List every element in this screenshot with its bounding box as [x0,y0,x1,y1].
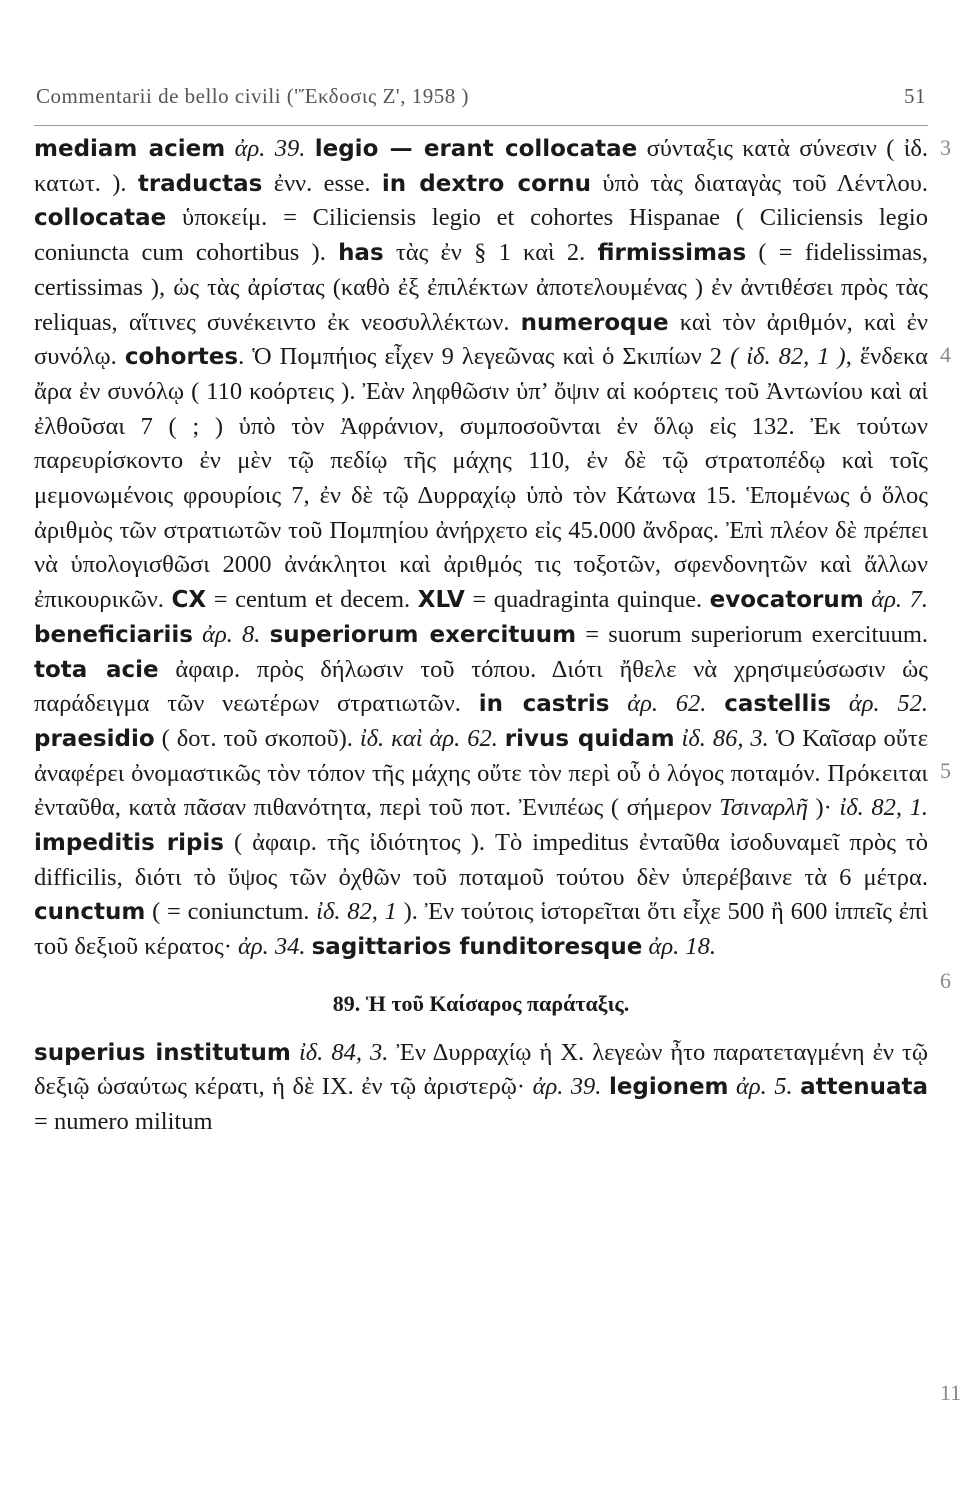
lemma: numeroque [520,309,669,336]
lemma: beneficiariis [34,621,193,648]
margin-line-number: 3 [940,135,951,160]
lemma: in dextro cornu [381,170,592,197]
commentary-text: σύνταξις κατὰ σύνεσιν ( ἰδ. κατωτ. ). [34,135,929,197]
commentary-text: ( δοτ. τοῦ σκοποῦ). [154,724,360,752]
lemma: firmissimas [597,240,747,267]
lemma: collocatae [34,205,167,232]
commentary-text [729,1073,737,1100]
commentary-text: )· [807,794,840,822]
commentary-text: ὑπὸ τὰς διαταγὰς τοῦ Λέντλου. [591,169,928,197]
page-number: 51 [904,84,926,108]
lemma: sagittarios funditoresque [311,934,643,961]
running-title: Commentarii de bello civili ('Ἔκδοσις Ζ', 1958 ) [36,84,469,108]
commentary-text [793,1073,801,1100]
reference: ἀρ. 8. [202,620,261,648]
reference: Τσιναρλῆ [719,794,808,822]
commentary-text: ἐνν. esse. [262,169,382,197]
commentary-text [291,1039,299,1066]
commentary-text: τὰς ἐν § 1 καὶ 2. [383,239,598,267]
reference: ἰδ. 84, 3. [298,1038,389,1066]
reference: ἀρ. 39. [234,135,306,162]
commentary-text: = centum et decem. [206,586,418,614]
lemma: CX [171,587,207,614]
header-rule [34,125,928,126]
margin-line-number: 5 [940,758,951,783]
lemma: rivus quidam [504,725,675,752]
commentary-text [225,135,234,162]
commentary-text [706,690,724,717]
reference: ( ἰδ. 82, 1 ) [730,343,846,371]
reference: ἀρ. 18. [648,933,716,961]
lemma: cohortes [124,344,239,371]
reference: ἰδ. 86, 3. [681,724,769,752]
lemma: superius institutum [34,1039,291,1066]
commentary-text: Ὁ Καῖσαρ οὔτε ἀναφέρει ὀνομαστικῶς τὸν τόπον τῆς μάχης οὔτε τὸν περὶ οὗ ὁ λόγος ποταμόν. Πρόκειται ἐνταῦθα, κατὰ πᾶσαν πιθανότητα, περὶ τοῦ ποτ. Ἐνιπέως ( σήμερον [34,724,929,822]
commentary-body [34,132,928,1140]
reference: ἰδ. καὶ ἀρ. 62. [359,724,498,752]
commentary-paragraph [34,132,928,965]
running-head [36,84,926,109]
commentary-text [193,621,202,648]
commentary-text: Ἐν Δυρραχίῳ ἡ X. λεγεὼν ἦτο παρατεταγμένη ἐν τῷ δεξιῷ ὡσαύτως κέρατι, ἡ δὲ IX. ἐν τῷ ἀριστερῷ· [34,1038,929,1101]
commentary-text: ὑποκείμ. = Ciliciensis legio et cohortes Hispanae ( Ciliciensis legio coniuncta cum cohortibus ). [34,204,928,267]
commentary-text [260,621,269,648]
reference: ἀρ. 39. [532,1073,602,1101]
lemma: evocatorum [709,587,864,614]
lemma: attenuata [800,1074,929,1101]
reference: ἀρ. 34. [237,933,306,961]
commentary-text [831,690,849,717]
commentary-text: = suorum superiorum exercituum. [576,620,928,648]
lemma: superiorum exercituum [269,621,577,648]
commentary-text [498,725,505,752]
commentary-paragraph [34,1036,928,1140]
lemma: legio — erant collocatae [314,136,638,162]
lemma: mediam aciem [34,136,226,162]
reference: ἀρ. 52. [848,690,929,718]
lemma: impeditis ripis [34,830,224,857]
lemma: XLV [417,587,465,614]
reference: ἀρ. 5. [736,1073,793,1101]
margin-line-number: 6 [940,968,951,993]
commentary-text: = quadraginta quinque. [464,586,710,614]
lemma: in castris [478,691,610,718]
lemma: castellis [724,691,832,718]
margin-line-number: 4 [940,342,951,367]
commentary-text: . Ὁ Πομπήιος εἶχεν 9 λεγεῶνας καὶ ὁ Σκιπίων 2 [238,343,731,371]
commentary-text: = numero militum [34,1107,213,1135]
commentary-text: ἀφαιρ. πρὸς δήλωσιν τοῦ τόπου. Διότι ἤθελε νὰ χρησιμεύσωσιν ὡς παράδειγμα τῶν νεωτέρων στρατιωτῶν. [34,655,928,718]
commentary-text: καὶ τὸν ἀριθμόν, καὶ ἐν συνόλῳ. [34,308,928,371]
commentary-text: ( ἀφαιρ. τῆς ἰδιότητος ). Τὸ impeditus ἐνταῦθα ἰσοδυναμεῖ πρὸς τὸ difficilis, διότι τὸ ὕψος τῶν ὀχθῶν τοῦ ποταμοῦ τούτου δὲν ὑπερέβαινε τὰ 6 μέτρα. [34,829,929,891]
section-heading: 89. Ἡ τοῦ Καίσαρος παράταξις. [332,990,630,1016]
lemma: praesidio [34,725,155,752]
reference: ἀρ. 7. [871,586,929,614]
commentary-text [609,690,627,717]
reference: ἀρ. 62. [627,690,707,718]
lemma: tota acie [34,656,159,683]
commentary-text: ( = coniunctum. [145,898,317,926]
commentary-text: ). Ἐν τούτοις ἱστορεῖται ὅτι εἶχε 500 ἢ 600 ἱππεῖς ἐπὶ τοῦ δεξιοῦ κέρατος· [34,898,929,961]
lemma: cunctum [34,899,146,926]
lemma: legionem [608,1074,729,1101]
lemma: has [338,240,384,267]
commentary-text [675,725,682,752]
lemma: traductas [137,170,263,197]
commentary-text [601,1073,609,1100]
reference: ἰδ. 82, 1. [839,794,928,822]
margin-line-number: 11 [940,1380,962,1405]
commentary-text: ( = fidelissimas, certissimas ), ὡς τὰς ἀρίστας (καθὸ ἐξ ἐπιλέκτων ἀποτελουμένας ) ἐν ἀντιθέσει πρὸς τὰς reliquas, αἵτινες συνέκειντο ἐκ νεοσυλλέκτων. [34,239,928,336]
commentary-text: , ἕνδεκα ἄρα ἐν συνόλῳ ( 110 κοόρτεις ). Ἐὰν ληφθῶσιν ὑπ’ ὄψιν αἱ κοόρτεις τοῦ Ἀντωνίου καὶ αἱ ἐλθοῦσαι 7 ( ; ) ὑπὸ τὸν Ἀφράνιον, συμποσοῦνται ἐν ὅλῳ εἰς 132. Ἐκ τούτων παρευρίσκοντο ἐν μὲν τῷ πεδίῳ τῆς μάχης 110, ἐν δὲ τῷ στρατοπέδῳ καὶ τοῖς μεμονωμένοις φρουρίοις 7, ἐν δὲ τῷ Δυρραχίῳ ὑπὸ τὸν Κάτωνα 15. Ἑπομένως ὁ ὅλος ἀριθμὸς τῶν στρατιωτῶν τοῦ Πομπηίου ἀνήρχετο εἰς 45.000 ἄνδρας. Ἐπὶ πλέον δὲ πρέπει νὰ ὑπολογισθῶσι 2000 ἀνάκλητοι καὶ ἀριθμός τις τοξοτῶν, σφενδονητῶν καὶ ἄλλων ἐπικουρικῶν. [34,343,929,614]
commentary-text [305,135,314,162]
reference: ἰδ. 82, 1 [316,898,397,926]
